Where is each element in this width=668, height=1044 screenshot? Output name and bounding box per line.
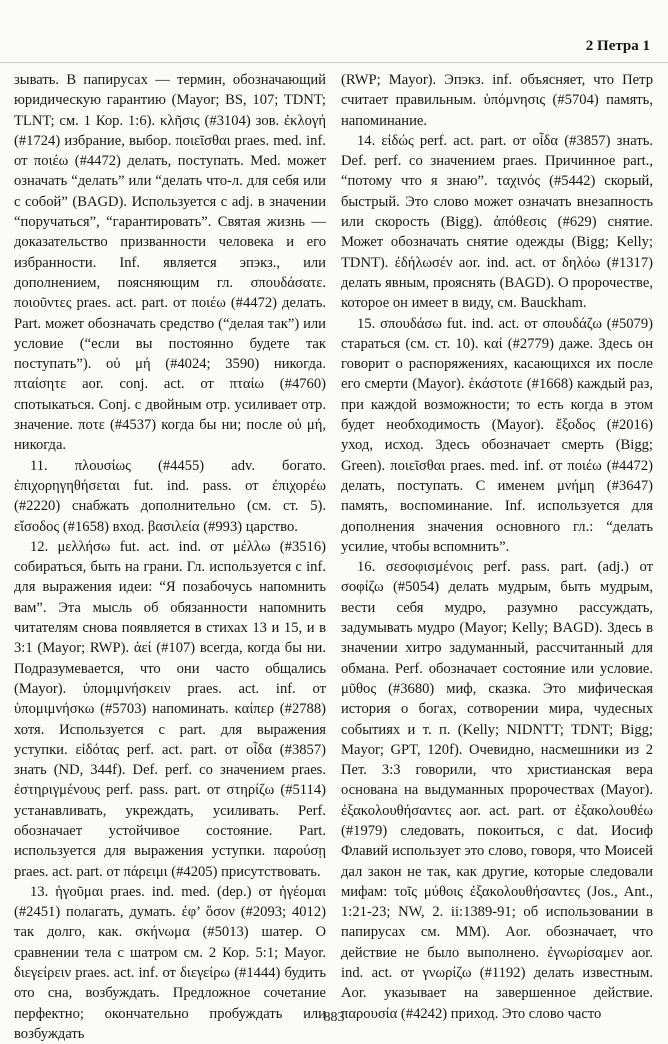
page-number: 883 xyxy=(323,1010,345,1025)
right-para-1: (RWP; Mayor). Эпэкз. inf. объясняет, что Петр считает правильным. ὑπόμνησις (#5704) память, напоминание. xyxy=(341,72,653,129)
header-rule xyxy=(0,62,668,63)
left-column xyxy=(14,70,326,1044)
left-para-verse-13: 13. ἡγοῦμαι praes. ind. med. (dep.) от ἡγέομαι (#2451) полагать, думать. ἐφ’ ὅσον (#2093; 4012) так долго, как. σκήνωμα (#5013) шатер. О сравнении тела с шатром см. 2 Кор. 5:1; Mayor. διεγείρειν praes. act. inf. от διεγείρω (#1444) будить ото сна, возбуждать. Предложное сочетание перфектно; окончательно пробуждать или возбуждать xyxy=(14,883,326,1042)
running-header: 2 Петра 1 xyxy=(585,38,650,54)
left-para-verse-12: 12. μελλήσω fut. act. ind. от μέλλω (#3516) собираться, быть на грани. Гл. используется с inf. для выражения идеи: “Я позабочусь напомнить вам”. Эта мысль об обязанности напомнить читателям снова появляется в стихах 13 и 15, и в 3:1 (Mayor; RWP). ἀεί (#107) всегда, когда бы ни. Подразумевается, что они часто общались (Mayor). ὑπομιμνήσκειν praes. act. inf. от ὑπομιμνήσκω (#5703) напоминать. καίπερ (#2788) хотя. Используется с part. для выражения уступки. εἰδότας perf. act. part. от οἶδα (#3857) знать (ND, 344f). Def. perf. со значением praes. ἐστηριγμένους perf. pass. part. от στηρίζω (#5114) устанавливать, укреждать, усиливать. Perf. обозначает устойчивое состояние. Part. используется для выражения уступки. παρούσῃ praes. act. part. от πάρειμι (#4205) присутствовать. xyxy=(14,538,326,880)
left-para-verse-11: 11. πλουσίως (#4455) adv. богато. ἐπιχορηγηθήσεται fut. ind. pass. от ἐπιχορέω (#2220) снабжать дополнительно (см. ст. 5). εἴσοδος (#1658) вход. βασιλεία (#993) царство. xyxy=(14,457,326,535)
left-para-1: зывать. В папирусах — термин, обозначающий юридическую гарантию (Mayor; BS, 107; TDNT; TLNT; см. 1 Кор. 1:6). κλῆσις (#3104) зов. ἐκλογή (#1724) избрание, выбор. ποιεῖσθαι praes. med. inf. от ποιέω (#4472) делать, поступать. Med. может означать “делать” или “делать что-л. для себя или с собой” (BAGD). Используется с adj. в значении “поручаться”, “гарантировать”. Святая жизнь — доказательство призванности человека и его избранности. Inf. является эпэкз., или дополнением, поясняющим гл. σπουδάσατε. ποιοῦντες praes. act. part. от ποιέω (#4472) делать. Part. может обозначать средство (“делая так”) или условие (“если вы постоянно будете так поступать”). οὐ μή (#4024; 3590) никогда. πταίσητε aor. conj. act. от πταίω (#4760) спотыкаться. Conj. с двойным отр. усиливает отр. значение. ποτε (#4537) когда бы ни; после οὐ μή, никогда. xyxy=(14,72,326,454)
right-para-verse-14: 14. εἰδώς perf. act. part. от οἶδα (#3857) знать. Def. perf. со значением praes. Причинное part., “потому что я знаю”. ταχινός (#5442) скорый, быстрый. Это слово может означать внезапность или скорость (Bigg). ἀπόθεσις (#629) снятие. Может обозначать снятие одежды (Bigg; Kelly; TDNT). ἐδήλωσέν aor. ind. act. от δηλόω (#1317) делать явным, прояснять (BAGD). О пророчестве, которое он имеет в виду, см. Bauckham. xyxy=(341,132,653,312)
right-column xyxy=(341,70,653,1024)
right-para-verse-16: 16. σεσοφισμένοις perf. pass. part. (adj.) от σοφίζω (#5054) делать мудрым, быть мудрым, вести себя мудро, разумно рассуждать, задумывать мудро (Mayor; Kelly; BAGD). Здесь в значении хитро задуманный, рассчитанный для обмана. Perf. обозначает состояние или условие. μῦθος (#3680) миф, сказка. Это мифическая история о богах, сотворении мира, чудесных событиях и т. п. (Kelly; NIDNTT; TDNT; Bigg; Mayor; GPT, 120f). Очевидно, насмешники из 2 Пет. 3:3 говорили, что христианская вера основана на выдуманных пророчествах (Mayor). ἐξακολουθήσαντες aor. act. part. от ἐξακολουθέω (#1979) следовать, покоиться, с dat. Иосиф Флавий использует это слово, говоря, что Моисей дал закон не так, как другие, которые следовали мифам: τοῖς μύθοις ἐξακολουθήσαντες (Jos., Ant., 1:21-23; NW, 2. ii:1389-91; об использовании в папирусах см. MM). Aor. обозначает, что действие не было выполнено. ἐγνωρίσαμεν aor. ind. act. от γνωρίζω (#1192) делать известным. Aor. указывает на завершенное действие. παρουσία (#4242) приход. Это слово часто xyxy=(341,559,653,1022)
right-para-verse-15: 15. σπουδάσω fut. ind. act. от σπουδάζω (#5079) стараться (см. ст. 10). καί (#2779) даже. Здесь он говорит о распоряжениях, касающихся их после его смерти (Mayor). ἑκάστοτε (#1668) каждый раз, при каждой возможности; то есть когда в этом будет необходимость (Mayor). ἔξοδος (#2016) уход, исход. Здесь обозначает смерть (Bigg; Green). ποιεῖσθαι praes. med. inf. от ποιέω (#4472) делать, поступать. С именем μνήμη (#3647) память, воспоминание. Inf. используется для дополнения значения основного гл.: “делать усилие, чтобы вспомнить”. xyxy=(341,315,653,555)
